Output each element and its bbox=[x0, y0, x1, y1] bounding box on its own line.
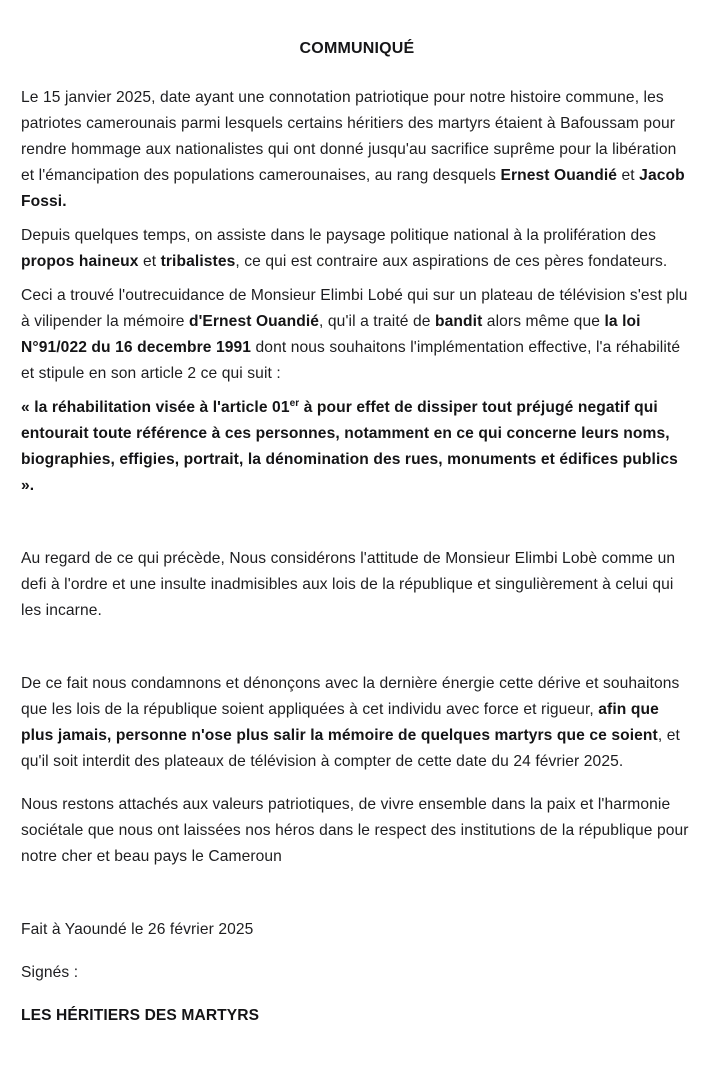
document-title: COMMUNIQUÉ bbox=[299, 40, 415, 57]
text-run: Signés : bbox=[21, 964, 79, 981]
document-body bbox=[21, 85, 693, 1029]
text-run: Ceci a trouvé l'outrecuidance de Monsieur Elimbi Lobé qui sur un plateau de télévision s'est plu à vilipender la mémoire bbox=[21, 287, 688, 330]
paragraph bbox=[21, 283, 693, 387]
paragraph bbox=[21, 792, 693, 870]
text-run: et bbox=[138, 253, 161, 270]
text-run: Nous restons attachés aux valeurs patriotiques, de vivre ensemble dans la paix et l'harmonie sociétale que nous ont laissées nos héros dans le respect des institutions de la république pour notre cher et beau pays le Cameroun bbox=[21, 796, 689, 865]
text-run: De ce fait nous condamnons et dénonçons avec la dernière énergie cette dérive et souhaitons que les lois de la république soient appliquées à cet individu avec force et rigueur, bbox=[21, 675, 680, 718]
text-run-bold: bandit bbox=[434, 313, 483, 330]
text-run: Le 15 janvier 2025, date ayant une connotation patriotique pour notre histoire commune, les patriotes camerounais parmi lesquels certains héritiers des martyrs étaient à Bafoussam pour rendre hommage aux nationalistes qui ont donné jusqu'au sacrifice suprême pour la libération et l'émancipation des populations camerounaises, au rang desquels bbox=[21, 89, 677, 184]
text-run-bold: er bbox=[289, 397, 300, 409]
paragraph bbox=[21, 960, 693, 986]
paragraph bbox=[21, 223, 693, 275]
text-run-bold: tribalistes bbox=[160, 253, 236, 270]
text-run: , ce qui est contraire aux aspirations de ces pères fondateurs. bbox=[235, 253, 668, 270]
text-run-bold: « la réhabilitation visée à l'article 01 bbox=[21, 399, 290, 416]
text-run-bold: LES HÉRITIERS DES MARTYRS bbox=[21, 1007, 260, 1024]
paragraph bbox=[21, 395, 693, 499]
paragraph bbox=[21, 671, 693, 775]
text-run-bold: la loi N°91/022 du 16 decembre 1991 bbox=[21, 313, 641, 356]
text-run-bold: afin que plus jamais, personne n'ose plus salir la mémoire de quelques martyrs que ce soient bbox=[21, 701, 659, 744]
text-run-bold: Ernest Ouandié bbox=[500, 167, 618, 184]
paragraph bbox=[21, 917, 693, 943]
text-run: Au regard de ce qui précède, Nous considérons l'attitude de Monsieur Elimbi Lobè comme un defi à l'ordre et une insulte inadmisibles aux lois de la république et singulièrement à celui qui les incarne. bbox=[21, 550, 676, 619]
paragraph bbox=[21, 546, 693, 624]
text-run: Depuis quelques temps, on assiste dans le paysage politique national à la prolifération des bbox=[21, 227, 656, 244]
paragraph bbox=[21, 1003, 693, 1029]
text-run: alors même que bbox=[482, 313, 605, 330]
text-run-bold: propos haineux bbox=[21, 253, 139, 270]
text-run: , qu'il a traité de bbox=[319, 313, 435, 330]
text-run: dont nous souhaitons l'implémentation effective, l'a réhabilité et stipule en son article 2 ce qui suit : bbox=[21, 339, 681, 382]
text-run-bold: d'Ernest Ouandié bbox=[188, 313, 320, 330]
text-run: Fait à Yaoundé le 26 février 2025 bbox=[21, 921, 254, 938]
text-run-bold: à pour effet de dissiper tout préjugé negatif qui entourait toute référence à ces personnes, notamment en ce qui concerne leurs noms, biographies, effigies, portrait, la dénomination des rues, monuments et édifices publics ». bbox=[21, 399, 678, 494]
text-run: , et qu'il soit interdit des plateaux de télévision à compter de cette date du 24 février 2025. bbox=[21, 727, 680, 770]
text-run: et bbox=[617, 167, 640, 184]
paragraph bbox=[21, 85, 693, 215]
text-run-bold: Jacob Fossi. bbox=[21, 167, 685, 210]
